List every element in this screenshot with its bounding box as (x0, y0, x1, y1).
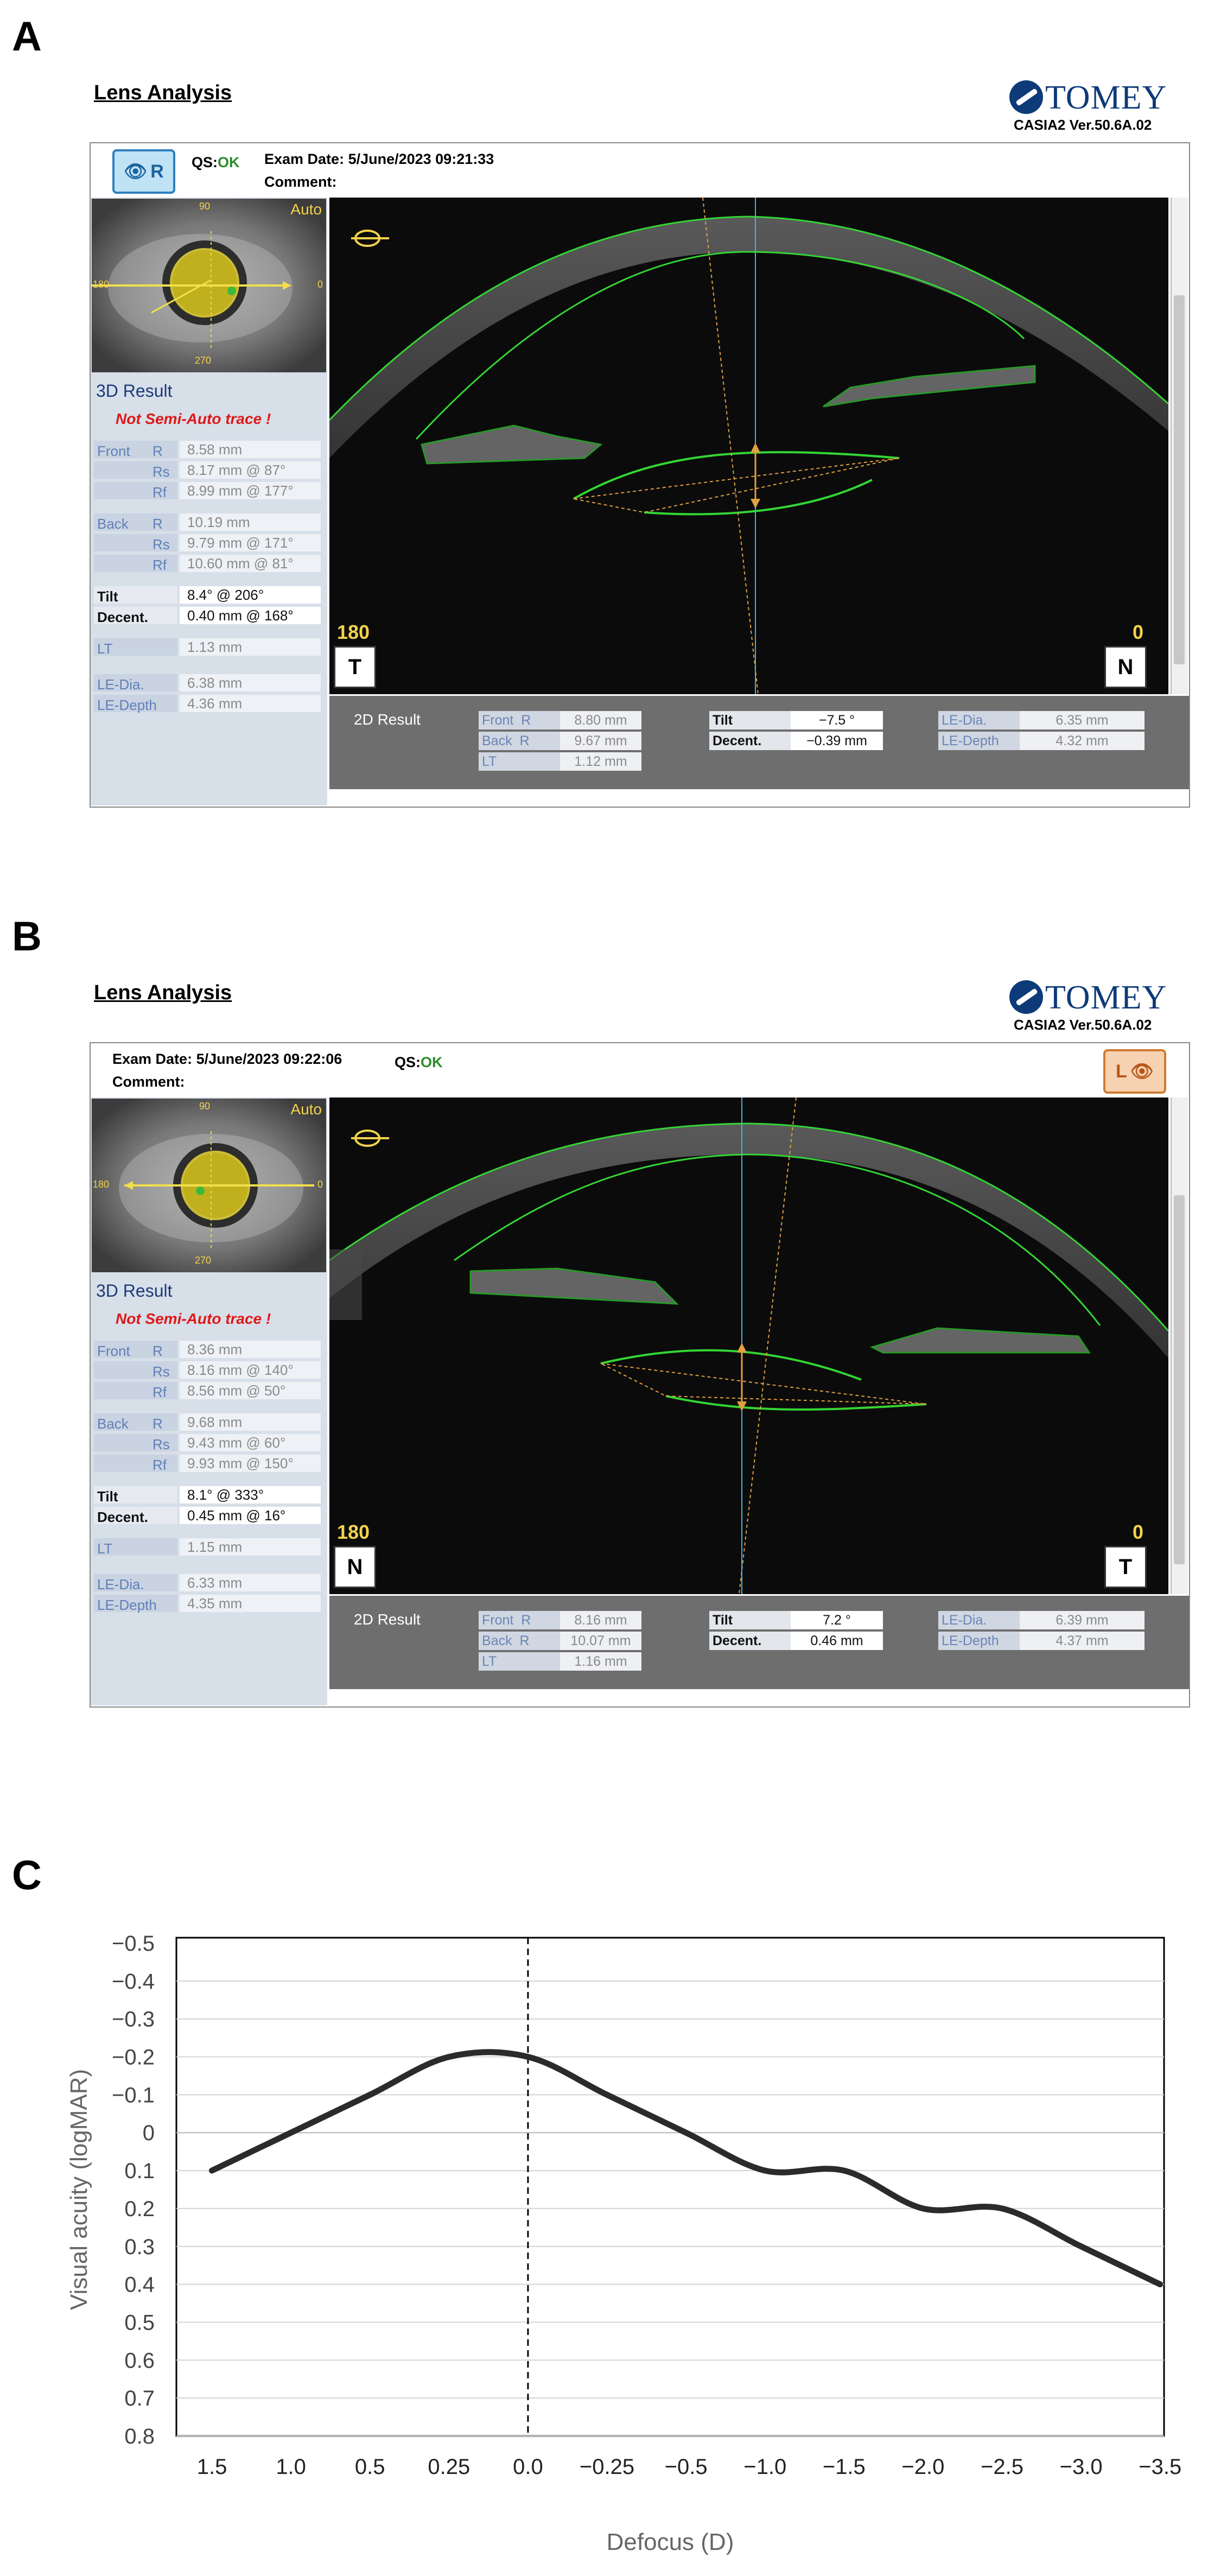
panel-letter: A (12, 14, 42, 60)
front-rf-value: 8.99 mm @ 177° (180, 482, 321, 499)
defocus-curve-chart (0, 1835, 1208, 2573)
eye-thumbnail[interactable] (92, 199, 326, 372)
y-tick-label: 0.5 (124, 2311, 155, 2335)
front-rs-row: Rs 8.17 mm @ 87° (94, 461, 322, 480)
oct-scan-drawing (329, 198, 1168, 694)
r2d-front-label: Front R (479, 711, 560, 729)
r2d-decent-value: −0.39 mm (791, 732, 883, 750)
result-sidebar (91, 198, 327, 805)
back-rf-value: 9.93 mm @ 150° (180, 1455, 321, 1472)
brand (1009, 79, 1183, 138)
r2d-tilt-label: Tilt (709, 1611, 791, 1629)
x-tick-label: 1.0 (276, 2455, 306, 2479)
eye-icon: 👁 (124, 161, 148, 182)
back-rf-value: 10.60 mm @ 81° (180, 555, 321, 572)
x-axis-label: Defocus (D) (606, 2529, 734, 2555)
thumb-tick-90: 90 (199, 1101, 211, 1112)
y-tick-label: 0.2 (124, 2197, 155, 2221)
back-rf-row: Rf 9.93 mm @ 150° (94, 1455, 322, 1473)
tilt-row: Tilt 8.4° @ 206° (94, 586, 322, 605)
y-tick-label: 0.4 (124, 2273, 155, 2297)
temporal-tag: T (1104, 1546, 1147, 1588)
thumb-tick-90: 90 (199, 201, 211, 212)
lt-row: LT 1.15 mm (94, 1538, 322, 1557)
eye-badge-left: L 👁 (1103, 1049, 1166, 1094)
x-tick-label: −2.0 (901, 2455, 945, 2479)
le-depth-row: LE-Depth 4.35 mm (94, 1595, 322, 1613)
thumb-tick-0: 0 (317, 1179, 323, 1190)
r2d-ledia-label: LE-Dia. (938, 711, 1020, 729)
y-tick-label: −0.3 (112, 2007, 155, 2032)
tomey-logo-icon (1009, 80, 1043, 114)
lt-value: 1.15 mm (180, 1538, 321, 1556)
thumb-tick-270: 270 (195, 1255, 212, 1266)
r2d-back-label: Back R (479, 1632, 560, 1650)
panel-letter: B (12, 913, 42, 960)
oct-scrollbar[interactable] (1171, 1097, 1188, 1594)
comment-label: Comment: (112, 1074, 185, 1090)
result-sidebar (91, 1097, 327, 1705)
r2d-lt-label: LT (479, 752, 560, 771)
scroll-thumb[interactable] (1174, 1195, 1185, 1564)
semi-auto-warning: Not Semi-Auto trace ! (116, 1310, 271, 1327)
le-dia-row: LE-Dia. 6.38 mm (94, 674, 322, 693)
r2d-decent-label: Decent. (709, 732, 791, 750)
report-frame (90, 142, 1190, 808)
x-tick-label: −2.5 (981, 2455, 1024, 2479)
back-rs-value: 9.43 mm @ 60° (180, 1434, 321, 1451)
defocus-curve-svg (0, 1835, 1208, 2573)
decent-row: Decent. 0.45 mm @ 16° (94, 1507, 322, 1525)
front-rf-row: Rf 8.56 mm @ 50° (94, 1382, 322, 1400)
x-tick-label: −1.5 (822, 2455, 866, 2479)
exam-date: Exam Date: 5/June/2023 09:22:06 (112, 1051, 342, 1067)
result-2d-bar (329, 696, 1189, 789)
front-r-row: Front R 8.36 mm (94, 1341, 322, 1359)
lt-value: 1.13 mm (180, 638, 321, 656)
result-3d-title: 3D Result (96, 381, 173, 401)
y-tick-label: −0.5 (112, 1932, 155, 1956)
r2d-ledepth-label: LE-Depth (938, 1632, 1020, 1650)
le-depth-value: 4.35 mm (180, 1595, 321, 1612)
r2d-lt-label: LT (479, 1652, 560, 1671)
back-rs-row: Rs 9.79 mm @ 171° (94, 534, 322, 553)
thumb-auto-label: Auto (290, 1101, 322, 1118)
back-r-value: 10.19 mm (180, 513, 321, 531)
front-rs-value: 8.16 mm @ 140° (180, 1361, 321, 1379)
back-r-value: 9.68 mm (180, 1413, 321, 1431)
x-tick-label: 0.5 (354, 2455, 385, 2479)
eye-badge-right: 👁 R (112, 149, 175, 194)
front-r-value: 8.36 mm (180, 1341, 321, 1358)
eye-thumbnail[interactable] (92, 1099, 326, 1272)
front-rs-value: 8.17 mm @ 87° (180, 461, 321, 479)
qs-status: QS:OK (395, 1054, 443, 1070)
r2d-back-value: 10.07 mm (560, 1632, 641, 1650)
r2d-back-label: Back R (479, 732, 560, 750)
exam-header (91, 1043, 1189, 1097)
thumb-tick-0: 0 (317, 279, 323, 290)
y-axis-label: Visual acuity (logMAR) (66, 2069, 92, 2311)
tomey-logo: TOMEY (1009, 79, 1167, 117)
y-tick-label: −0.2 (112, 2045, 155, 2070)
le-dia-row: LE-Dia. 6.33 mm (94, 1574, 322, 1592)
y-tick-label: −0.4 (112, 1969, 155, 1994)
r2d-lt-value: 1.12 mm (560, 752, 641, 771)
y-tick-label: 0.3 (124, 2235, 155, 2259)
r2d-front-label: Front R (479, 1611, 560, 1629)
x-tick-label: 1.5 (196, 2455, 227, 2479)
result-2d-bar (329, 1596, 1189, 1689)
oct-scrollbar[interactable] (1171, 198, 1188, 694)
front-rf-row: Rf 8.99 mm @ 177° (94, 482, 322, 500)
r2d-front-value: 8.80 mm (560, 711, 641, 729)
oct-right-degree: 0 (1132, 621, 1143, 643)
eye-thumbnail-image (92, 199, 326, 372)
y-tick-label: 0 (142, 2121, 155, 2146)
r2d-decent-label: Decent. (709, 1632, 791, 1650)
y-tick-label: 0.6 (124, 2349, 155, 2373)
result-2d-title: 2D Result (354, 711, 421, 728)
oct-left-degree: 180 (337, 1521, 370, 1543)
x-tick-label: −3.0 (1059, 2455, 1103, 2479)
oct-image[interactable] (329, 198, 1168, 694)
exam-header (91, 143, 1189, 198)
plot-frame (176, 1938, 1164, 2436)
r2d-back-value: 9.67 mm (560, 732, 641, 750)
nasal-tag: N (1104, 646, 1147, 688)
oct-right-degree: 0 (1132, 1521, 1143, 1543)
back-r-row: Back R 9.68 mm (94, 1413, 322, 1432)
y-tick-label: 0.1 (124, 2159, 155, 2184)
tilt-row: Tilt 8.1° @ 333° (94, 1486, 322, 1505)
semi-auto-warning: Not Semi-Auto trace ! (116, 410, 271, 427)
back-rf-row: Rf 10.60 mm @ 81° (94, 555, 322, 573)
result-2d-title: 2D Result (354, 1611, 421, 1628)
y-tick-label: 0.8 (124, 2425, 155, 2448)
comment-label: Comment: (264, 174, 337, 190)
back-rs-row: Rs 9.43 mm @ 60° (94, 1434, 322, 1452)
oct-scan-drawing (329, 1097, 1168, 1594)
decent-value: 0.40 mm @ 168° (180, 607, 321, 624)
temporal-tag: T (334, 646, 376, 688)
x-tick-label: −0.5 (664, 2455, 708, 2479)
thumb-auto-label: Auto (290, 201, 322, 218)
page-title: Lens Analysis (94, 981, 232, 1004)
thumb-tick-180: 180 (93, 279, 110, 290)
series-line (212, 2052, 1160, 2285)
r2d-ledia-value: 6.39 mm (1020, 1611, 1145, 1629)
y-tick-label: −0.1 (112, 2083, 155, 2108)
thumb-tick-270: 270 (195, 355, 212, 366)
r2d-ledepth-label: LE-Depth (938, 732, 1020, 750)
r2d-tilt-label: Tilt (709, 711, 791, 729)
tilt-value: 8.1° @ 333° (180, 1486, 321, 1503)
le-depth-value: 4.36 mm (180, 695, 321, 712)
decent-row: Decent. 0.40 mm @ 168° (94, 607, 322, 625)
report-frame (90, 1042, 1190, 1708)
r2d-front-value: 8.16 mm (560, 1611, 641, 1629)
x-tick-label: 0.25 (428, 2455, 471, 2479)
r2d-tilt-value: −7.5 ° (791, 711, 883, 729)
device-version: CASIA2 Ver.50.6A.02 (1014, 117, 1152, 133)
tomey-logo-icon (1009, 980, 1043, 1014)
le-dia-value: 6.33 mm (180, 1574, 321, 1591)
le-depth-row: LE-Depth 4.36 mm (94, 695, 322, 713)
device-version: CASIA2 Ver.50.6A.02 (1014, 1017, 1152, 1033)
oct-image[interactable] (329, 1097, 1168, 1594)
decent-value: 0.45 mm @ 16° (180, 1507, 321, 1524)
r2d-ledepth-value: 4.32 mm (1020, 732, 1145, 750)
r2d-ledepth-value: 4.37 mm (1020, 1632, 1145, 1650)
back-r-row: Back R 10.19 mm (94, 513, 322, 532)
x-tick-label: −3.5 (1139, 2455, 1182, 2479)
brand (1009, 979, 1183, 1038)
tilt-value: 8.4° @ 206° (180, 586, 321, 604)
exam-date: Exam Date: 5/June/2023 09:21:33 (264, 151, 494, 167)
r2d-tilt-value: 7.2 ° (791, 1611, 883, 1629)
nasal-tag: N (334, 1546, 376, 1588)
front-rs-row: Rs 8.16 mm @ 140° (94, 1361, 322, 1380)
x-tick-label: −1.0 (743, 2455, 787, 2479)
front-r-row: Front R 8.58 mm (94, 441, 322, 459)
result-3d-title: 3D Result (96, 1281, 173, 1300)
tomey-logo: TOMEY (1009, 979, 1167, 1017)
back-rs-value: 9.79 mm @ 171° (180, 534, 321, 551)
page-title: Lens Analysis (94, 81, 232, 104)
qs-status: QS:OK (192, 154, 240, 170)
le-dia-value: 6.38 mm (180, 674, 321, 691)
r2d-ledia-label: LE-Dia. (938, 1611, 1020, 1629)
scroll-thumb[interactable] (1174, 295, 1185, 664)
thumb-tick-180: 180 (93, 1179, 110, 1190)
eye-thumbnail-image (92, 1099, 326, 1272)
front-rf-value: 8.56 mm @ 50° (180, 1382, 321, 1399)
panel-letter: C (12, 1852, 42, 1899)
x-tick-label: −0.25 (579, 2455, 635, 2479)
y-tick-label: 0.7 (124, 2387, 155, 2411)
lt-row: LT 1.13 mm (94, 638, 322, 657)
eye-icon: 👁 (1130, 1061, 1154, 1082)
x-tick-label: 0.0 (513, 2455, 543, 2479)
front-r-value: 8.58 mm (180, 441, 321, 458)
r2d-ledia-value: 6.35 mm (1020, 711, 1145, 729)
r2d-decent-value: 0.46 mm (791, 1632, 883, 1650)
oct-left-degree: 180 (337, 621, 370, 643)
r2d-lt-value: 1.16 mm (560, 1652, 641, 1671)
